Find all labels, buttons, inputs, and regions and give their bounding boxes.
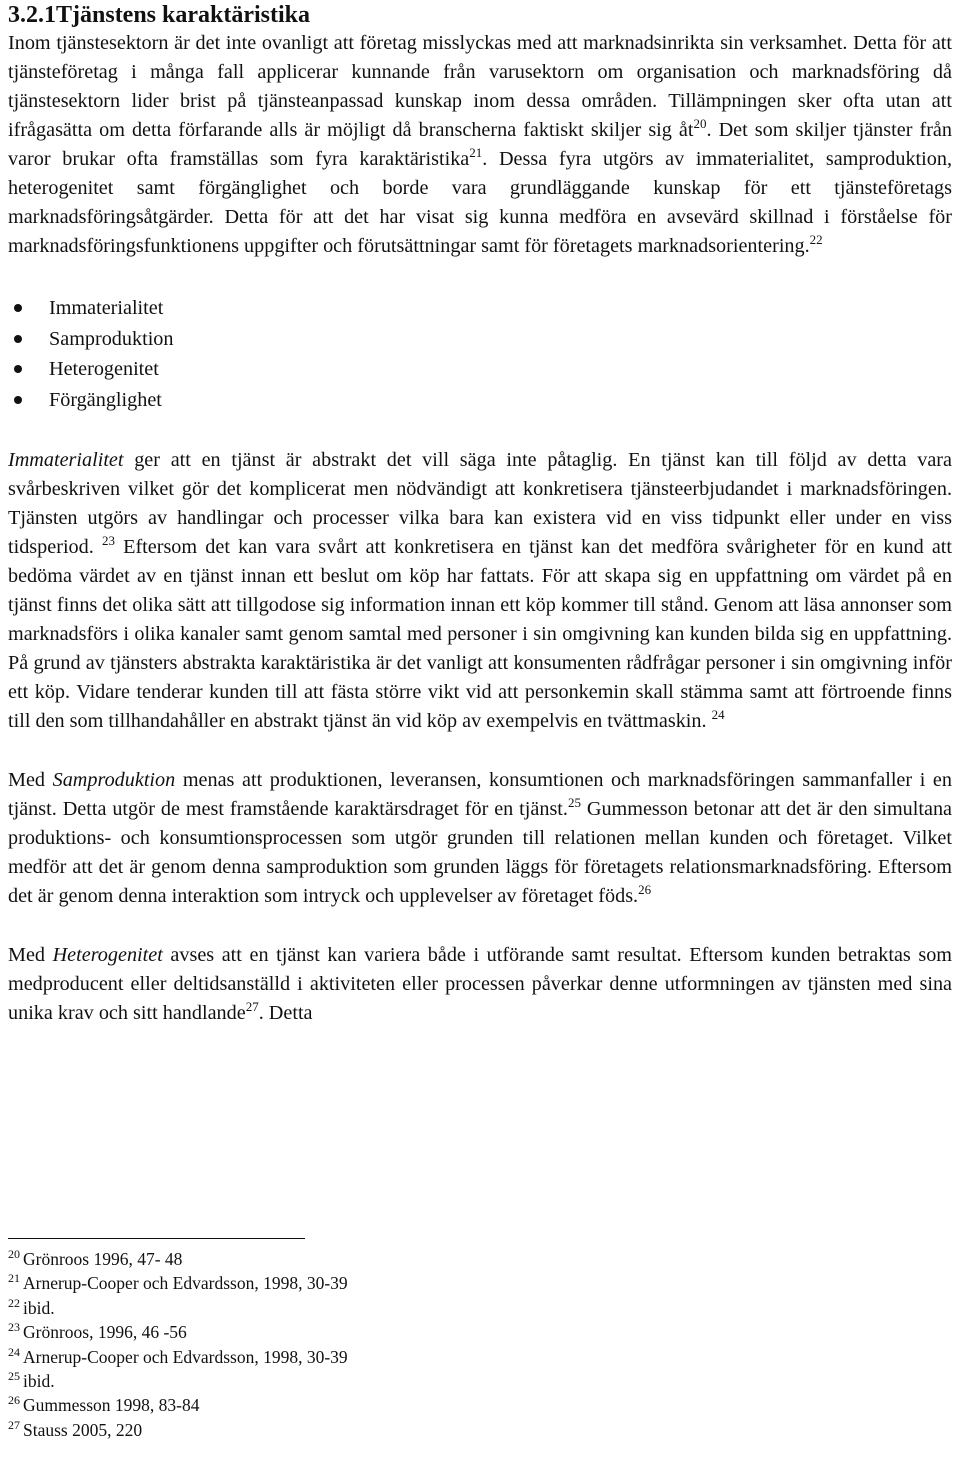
paragraph-immaterialitet (8, 446, 952, 736)
paragraph-text: Med (8, 944, 53, 966)
footnote-text: Gummesson 1998, 83-84 (23, 1395, 200, 1416)
footnote (8, 1247, 952, 1271)
list-item-label: Heterogenitet (49, 358, 159, 381)
footnote-ref: 20 (693, 116, 707, 131)
footnote-ref: 26 (638, 882, 652, 897)
footnote-number: 23 (8, 1320, 20, 1335)
paragraph-text: Inom tjänstesektorn är det inte ovanligt att företag misslyckas med att marknadsinrikta sin verksamhet. Detta för att tjänsteföretag i många fall applicerar kunnande från varusektorn om organisation och marknadsföring då tjänstesektorn lider brist på tjänsteanpassad kunskap inom dessa områden. Tillämpningen sker ofta utan att ifrågasätta om detta förfarande alls är möjligt då branscherna faktiskt skiljer sig åt (8, 32, 952, 141)
paragraph-samproduktion (8, 766, 952, 911)
footnote (8, 1418, 952, 1442)
footnote-number: 27 (8, 1417, 20, 1432)
footnote-text: Arnerup-Cooper och Edvardsson, 1998, 30-39 (23, 1346, 348, 1367)
section-heading (8, 1, 952, 29)
bullet-icon (14, 335, 22, 343)
footnote-text: Grönroos, 1996, 46 -56 (23, 1322, 187, 1343)
footnote-ref: 25 (567, 795, 581, 810)
list-item (8, 293, 952, 324)
footnote-text: ibid. (23, 1371, 55, 1392)
footnote-ref: 27 (245, 999, 259, 1014)
paragraph-text: Med (8, 769, 53, 791)
paragraph-text: ger att en tjänst är abstrakt det vill säga inte påtaglig. En tjänst kan till följd av detta vara svårbeskriven vilket gör det komplicerat men nödvändigt att konkretisera tjänsteerbjudandet i marknadsföringen. Tjänsten utgörs av handlingar och processer vilka bara kan existera vid en viss tidpunkt eller under en viss tidsperiod. (8, 449, 952, 558)
list-item (8, 354, 952, 385)
paragraph-text: . Dessa fyra utgörs av immaterialitet, samproduktion, heterogenitet samt förgänglighet och borde vara grundläggande kunskap för ett tjänsteföretags marknadsföringsåtgärder. Detta för att det har visat sig kunna medföra en avsevärd skillnad i förståelse för marknadsföringsfunktionens uppgifter och förutsättningar samt för företagets marknadsorientering. (8, 148, 952, 257)
footnote-text: Grönroos 1996, 47- 48 (23, 1249, 183, 1269)
footnote-text: Arnerup-Cooper och Edvardsson, 1998, 30-39 (23, 1273, 348, 1294)
footnote-ref: 22 (809, 232, 823, 247)
footnote (8, 1345, 952, 1369)
footnote-number: 20 (8, 1247, 20, 1261)
footnote-divider (8, 1238, 305, 1239)
list-item-label: Samproduktion (49, 327, 174, 350)
footnote-ref: 23 (101, 533, 115, 548)
list-item-label: Immaterialitet (49, 297, 164, 320)
footnotes (8, 1238, 952, 1442)
paragraph-text: menas att produktionen, leveransen, konsumtionen och marknadsföringen sammanfaller i en tjänst. Detta utgör de mest framstående karaktärsdraget för en tjänst. (8, 769, 952, 820)
paragraph-text: avses att en tjänst kan variera både i utförande samt resultat. Eftersom kunden betraktas som medproducent eller deltidsanställd i aktiviteten eller processen påverkar denne utformningen av tjänsten med sina unika krav och sitt handlande (8, 944, 952, 1024)
section-number: 3.2.1 (8, 2, 56, 28)
footnote-number: 24 (8, 1344, 20, 1359)
paragraph-heterogenitet (8, 941, 952, 1028)
bullet-icon (14, 304, 22, 312)
bullet-icon (14, 365, 22, 373)
bullet-icon (14, 396, 22, 404)
footnote-ref: 24 (711, 707, 725, 722)
document-page (0, 1, 960, 1471)
characteristics-list (8, 293, 952, 415)
footnote (8, 1271, 952, 1295)
term-immaterialitet: Immaterialitet (8, 449, 124, 471)
paragraph-text: Eftersom det kan vara svårt att konkretisera en tjänst kan det medföra svårigheter för en kund att bedöma värdet av en tjänst innan ett beslut om köp har fattats. För att skapa sig en uppfattning om värdet på en tjänst finns det olika sätt att tillgodose sig information innan ett köp kommer till stånd. Genom att läsa annonser som marknadsförs i olika kanaler samt genom samtal med personer i sin omgivning kan kunden bilda sig en uppfattning. På grund av tjänsters abstrakta karaktäristika är det vanligt att konsumenten rådfrågar personer i sin omgivning inför ett köp. Vidare tenderar kunden till att fästa större vikt vid att personkemin skall stämma samt att förtroende finns till den som tillhandahåller en abstrakt tjänst än vid köp av exempelvis en tvättmaskin. (8, 536, 953, 732)
term-heterogenitet: Heterogenitet (52, 944, 163, 966)
paragraph-intro (8, 29, 952, 261)
footnote-number: 22 (8, 1295, 20, 1310)
paragraph-text: Gummesson betonar att det är den simultana produktions- och konsumtionsprocessen som utgör grunden till relationen mellan kunden och företaget. Vilket medför att det är genom denna samproduktion som grunden läggs för företagets relationsmarknadsföring. Eftersom det är genom denna interaktion som intryck och upplevelser av företaget föds. (8, 798, 953, 907)
paragraph-text: . Detta (258, 1002, 313, 1024)
paragraph-text: . Det som skiljer tjänster från varor brukar ofta framställas som fyra karaktäristika (8, 119, 952, 170)
list-item-label: Förgänglighet (49, 388, 162, 411)
footnote-number: 21 (8, 1271, 20, 1286)
list-item (8, 385, 952, 416)
section-title: Tjänstens karaktäristika (56, 2, 311, 28)
footnote (8, 1393, 952, 1417)
footnote-ref: 21 (469, 145, 483, 160)
footnote-text: ibid. (23, 1297, 55, 1318)
footnote-text: Stauss 2005, 220 (23, 1419, 143, 1440)
footnote (8, 1296, 952, 1320)
footnote-number: 25 (8, 1369, 20, 1384)
term-samproduktion: Samproduktion (52, 769, 176, 791)
footnote-number: 26 (8, 1393, 20, 1408)
list-item (8, 324, 952, 355)
footnote (8, 1369, 952, 1393)
footnote (8, 1320, 952, 1344)
